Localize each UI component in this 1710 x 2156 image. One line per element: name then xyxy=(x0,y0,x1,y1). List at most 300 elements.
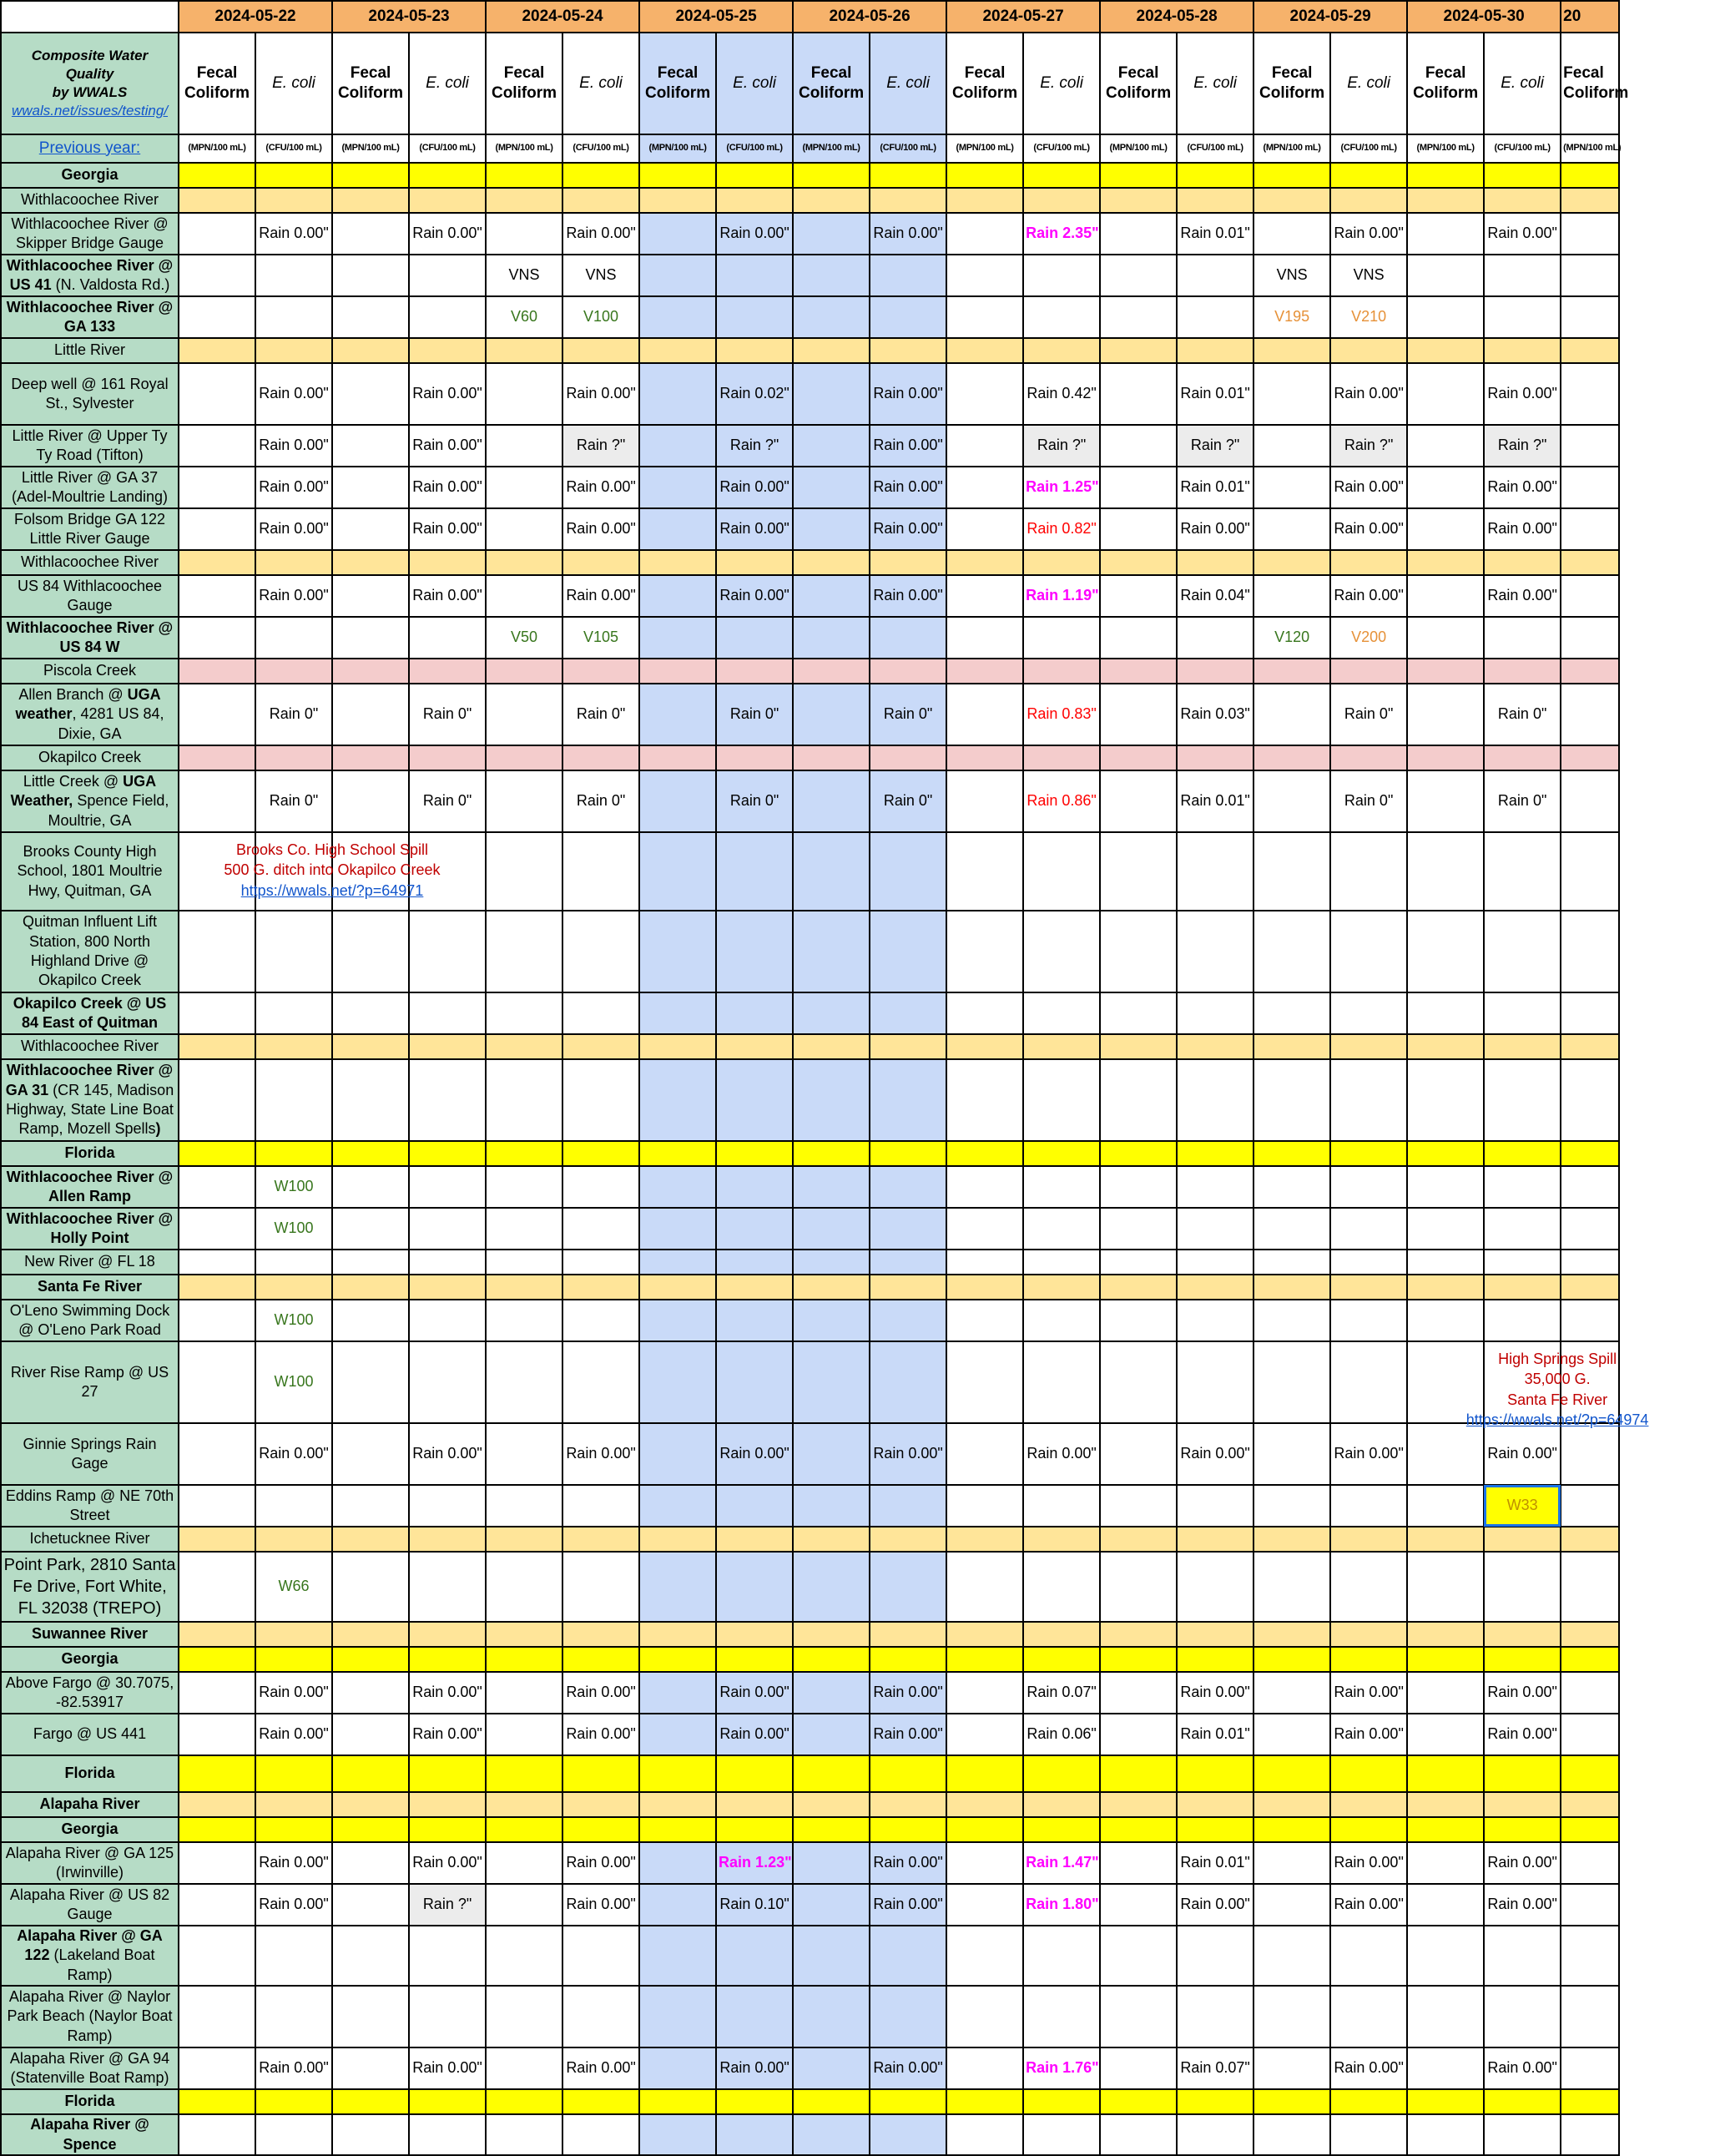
data-cell[interactable] xyxy=(562,617,639,659)
data-cell[interactable] xyxy=(486,163,562,188)
data-cell[interactable] xyxy=(409,1552,486,1622)
data-cell[interactable] xyxy=(716,2047,793,2089)
data-cell[interactable] xyxy=(1330,1527,1407,1552)
data-cell[interactable] xyxy=(1484,617,1561,659)
data-cell[interactable] xyxy=(409,1250,486,1275)
data-cell[interactable] xyxy=(562,363,639,425)
data-cell[interactable] xyxy=(332,425,409,467)
data-cell[interactable] xyxy=(1253,338,1330,363)
data-cell[interactable] xyxy=(1100,363,1177,425)
data-cell[interactable] xyxy=(486,1842,562,1884)
data-cell[interactable] xyxy=(332,1300,409,1341)
ecoli-header[interactable]: E. coli xyxy=(255,33,332,134)
data-cell[interactable] xyxy=(1023,425,1100,467)
fecal-coliform-header[interactable]: Fecal Coliform xyxy=(179,33,255,134)
data-cell[interactable] xyxy=(1330,1884,1407,1926)
data-cell[interactable] xyxy=(1407,992,1484,1034)
data-cell[interactable] xyxy=(332,1792,409,1817)
data-cell[interactable] xyxy=(716,1884,793,1926)
data-cell[interactable] xyxy=(793,1647,870,1672)
data-cell[interactable] xyxy=(179,550,255,575)
data-cell[interactable] xyxy=(1407,1275,1484,1300)
data-cell[interactable] xyxy=(332,296,409,338)
data-cell[interactable] xyxy=(1407,467,1484,508)
site-label[interactable] xyxy=(1,992,179,1034)
data-cell[interactable] xyxy=(1253,296,1330,338)
data-cell[interactable] xyxy=(332,617,409,659)
data-cell[interactable] xyxy=(486,617,562,659)
data-cell[interactable] xyxy=(870,1986,946,2047)
data-cell[interactable] xyxy=(562,745,639,770)
data-cell[interactable] xyxy=(870,338,946,363)
data-cell[interactable] xyxy=(486,1275,562,1300)
site-label[interactable] xyxy=(1,1423,179,1485)
data-cell[interactable] xyxy=(716,1552,793,1622)
data-cell[interactable] xyxy=(179,1059,255,1141)
site-label[interactable] xyxy=(1,467,179,508)
ecoli-header[interactable]: E. coli xyxy=(1177,33,1253,134)
data-cell[interactable] xyxy=(1407,1755,1484,1792)
data-cell[interactable] xyxy=(1177,1792,1253,1817)
data-cell[interactable] xyxy=(1330,1986,1407,2047)
data-cell[interactable] xyxy=(870,745,946,770)
data-cell[interactable] xyxy=(1407,1842,1484,1884)
data-cell[interactable] xyxy=(409,1792,486,1817)
data-cell[interactable] xyxy=(486,1647,562,1672)
data-cell[interactable] xyxy=(793,1300,870,1341)
data-cell[interactable] xyxy=(562,163,639,188)
data-cell[interactable] xyxy=(639,684,716,745)
data-cell[interactable] xyxy=(793,832,870,911)
data-cell[interactable] xyxy=(1407,508,1484,550)
data-cell[interactable] xyxy=(1484,1423,1561,1485)
data-cell[interactable] xyxy=(639,1250,716,1275)
data-cell[interactable] xyxy=(870,1485,946,1527)
data-cell[interactable] xyxy=(1023,1527,1100,1552)
data-cell[interactable] xyxy=(946,770,1023,832)
data-cell[interactable] xyxy=(1253,163,1330,188)
data-cell[interactable] xyxy=(1407,1059,1484,1141)
ecoli-header[interactable]: E. coli xyxy=(716,33,793,134)
data-cell[interactable] xyxy=(639,1485,716,1527)
data-cell[interactable] xyxy=(255,1059,332,1141)
data-cell[interactable] xyxy=(1484,1884,1561,1926)
data-cell[interactable] xyxy=(1561,1485,1619,1527)
data-cell[interactable] xyxy=(870,425,946,467)
data-cell[interactable] xyxy=(870,163,946,188)
data-cell[interactable] xyxy=(1561,659,1619,684)
corner-cell[interactable] xyxy=(1,1,179,33)
data-cell[interactable] xyxy=(179,1300,255,1341)
data-cell[interactable] xyxy=(1023,617,1100,659)
data-cell[interactable] xyxy=(1330,2047,1407,2089)
data-cell[interactable] xyxy=(409,363,486,425)
ecoli-header[interactable]: E. coli xyxy=(1330,33,1407,134)
data-cell[interactable] xyxy=(1177,163,1253,188)
data-cell[interactable] xyxy=(793,425,870,467)
data-cell[interactable] xyxy=(1484,1647,1561,1672)
data-cell[interactable] xyxy=(562,296,639,338)
data-cell[interactable] xyxy=(486,338,562,363)
data-cell[interactable] xyxy=(1023,163,1100,188)
previous-year-link[interactable]: Previous year: xyxy=(38,139,141,157)
data-cell[interactable] xyxy=(1253,1842,1330,1884)
data-cell[interactable] xyxy=(716,659,793,684)
data-cell[interactable] xyxy=(1023,659,1100,684)
data-cell[interactable] xyxy=(1023,1300,1100,1341)
site-label[interactable] xyxy=(1,1059,179,1141)
data-cell[interactable] xyxy=(1100,575,1177,617)
data-cell[interactable] xyxy=(179,1250,255,1275)
data-cell[interactable] xyxy=(1100,1884,1177,1926)
data-cell[interactable] xyxy=(1100,338,1177,363)
data-cell[interactable] xyxy=(255,575,332,617)
data-cell[interactable] xyxy=(946,1034,1023,1059)
data-cell[interactable] xyxy=(1561,1423,1619,1485)
data-cell[interactable] xyxy=(1407,1527,1484,1552)
site-label[interactable] xyxy=(1,255,179,296)
date-header[interactable]: 2024-05-28 xyxy=(1100,1,1253,33)
data-cell[interactable] xyxy=(1100,992,1177,1034)
data-cell[interactable] xyxy=(1023,1034,1100,1059)
data-cell[interactable] xyxy=(793,255,870,296)
data-cell[interactable] xyxy=(562,338,639,363)
data-cell[interactable] xyxy=(1407,575,1484,617)
data-cell[interactable] xyxy=(1407,1714,1484,1755)
data-cell[interactable] xyxy=(1407,1208,1484,1250)
data-cell[interactable] xyxy=(1484,1817,1561,1842)
data-cell[interactable] xyxy=(1023,508,1100,550)
data-cell[interactable] xyxy=(793,163,870,188)
data-cell[interactable] xyxy=(1253,1485,1330,1527)
data-cell[interactable] xyxy=(946,1275,1023,1300)
data-cell[interactable] xyxy=(1177,338,1253,363)
data-cell[interactable] xyxy=(562,2114,639,2155)
fecal-coliform-header[interactable]: Fecal Coliform xyxy=(1407,33,1484,134)
section-label[interactable] xyxy=(1,1755,179,1792)
data-cell[interactable] xyxy=(1177,2089,1253,2114)
data-cell[interactable] xyxy=(486,684,562,745)
data-cell[interactable] xyxy=(332,1926,409,1986)
data-cell[interactable] xyxy=(562,1250,639,1275)
data-cell[interactable] xyxy=(1330,1755,1407,1792)
data-cell[interactable] xyxy=(870,575,946,617)
data-cell[interactable] xyxy=(1407,1300,1484,1341)
data-cell[interactable] xyxy=(1253,1034,1330,1059)
data-cell[interactable] xyxy=(1253,1059,1330,1141)
data-cell[interactable] xyxy=(793,467,870,508)
data-cell[interactable] xyxy=(1253,1755,1330,1792)
data-cell[interactable] xyxy=(1177,1485,1253,1527)
data-cell[interactable] xyxy=(1100,1755,1177,1792)
data-cell[interactable] xyxy=(562,1714,639,1755)
data-cell[interactable] xyxy=(1253,1672,1330,1714)
data-cell[interactable] xyxy=(1253,188,1330,213)
data-cell[interactable] xyxy=(946,508,1023,550)
data-cell[interactable] xyxy=(946,911,1023,992)
data-cell[interactable] xyxy=(332,1166,409,1208)
data-cell[interactable] xyxy=(1253,508,1330,550)
data-cell[interactable] xyxy=(870,1817,946,1842)
data-cell[interactable] xyxy=(1561,2047,1619,2089)
data-cell[interactable] xyxy=(1177,1817,1253,1842)
data-cell[interactable] xyxy=(332,255,409,296)
data-cell[interactable] xyxy=(486,1926,562,1986)
data-cell[interactable] xyxy=(486,832,562,911)
data-cell[interactable] xyxy=(1100,1059,1177,1141)
data-cell[interactable] xyxy=(946,832,1023,911)
data-cell[interactable] xyxy=(332,363,409,425)
site-label[interactable] xyxy=(1,1166,179,1208)
data-cell[interactable] xyxy=(332,467,409,508)
data-cell[interactable] xyxy=(1484,188,1561,213)
data-cell[interactable] xyxy=(639,425,716,467)
data-cell[interactable] xyxy=(946,1622,1023,1647)
data-cell[interactable] xyxy=(562,213,639,255)
data-cell[interactable] xyxy=(1177,911,1253,992)
data-cell[interactable] xyxy=(793,550,870,575)
data-cell[interactable] xyxy=(1023,1622,1100,1647)
data-cell[interactable] xyxy=(562,1034,639,1059)
data-cell[interactable] xyxy=(716,363,793,425)
data-cell[interactable] xyxy=(716,255,793,296)
data-cell[interactable] xyxy=(639,1208,716,1250)
data-cell[interactable] xyxy=(716,992,793,1034)
data-cell[interactable] xyxy=(179,1341,255,1423)
data-cell[interactable] xyxy=(870,1672,946,1714)
data-cell[interactable] xyxy=(1177,213,1253,255)
data-cell[interactable] xyxy=(639,1647,716,1672)
data-cell[interactable] xyxy=(1484,2114,1561,2155)
data-cell[interactable] xyxy=(255,1527,332,1552)
data-cell[interactable] xyxy=(870,1926,946,1986)
data-cell[interactable] xyxy=(562,1275,639,1300)
data-cell[interactable] xyxy=(946,296,1023,338)
data-cell[interactable] xyxy=(1253,684,1330,745)
data-cell[interactable] xyxy=(1484,1552,1561,1622)
data-cell[interactable] xyxy=(179,1208,255,1250)
data-cell[interactable] xyxy=(639,1527,716,1552)
data-cell[interactable] xyxy=(793,338,870,363)
data-cell[interactable] xyxy=(1253,911,1330,992)
site-label[interactable] xyxy=(1,575,179,617)
data-cell[interactable] xyxy=(1330,1423,1407,1485)
data-cell[interactable] xyxy=(716,338,793,363)
data-cell[interactable] xyxy=(1330,425,1407,467)
data-cell[interactable] xyxy=(1330,832,1407,911)
data-cell[interactable] xyxy=(486,296,562,338)
data-cell[interactable] xyxy=(1407,1552,1484,1622)
data-cell[interactable] xyxy=(1484,550,1561,575)
data-cell[interactable] xyxy=(1253,1423,1330,1485)
data-cell[interactable] xyxy=(793,2114,870,2155)
site-label[interactable] xyxy=(1,1300,179,1341)
data-cell[interactable] xyxy=(179,1034,255,1059)
data-cell[interactable] xyxy=(1253,467,1330,508)
data-cell[interactable] xyxy=(179,2047,255,2089)
data-cell[interactable] xyxy=(1561,617,1619,659)
data-cell[interactable] xyxy=(486,1986,562,2047)
data-cell[interactable] xyxy=(946,1208,1023,1250)
data-cell[interactable] xyxy=(562,1141,639,1166)
data-cell[interactable] xyxy=(486,659,562,684)
data-cell[interactable] xyxy=(716,1714,793,1755)
data-cell[interactable] xyxy=(1253,1647,1330,1672)
data-cell[interactable] xyxy=(409,1926,486,1986)
data-cell[interactable] xyxy=(1407,213,1484,255)
data-cell[interactable] xyxy=(870,617,946,659)
data-cell[interactable] xyxy=(1100,770,1177,832)
site-label[interactable] xyxy=(1,1714,179,1755)
data-cell[interactable] xyxy=(793,1423,870,1485)
data-cell[interactable] xyxy=(946,1485,1023,1527)
data-cell[interactable] xyxy=(1100,1275,1177,1300)
data-cell[interactable] xyxy=(716,163,793,188)
data-cell[interactable] xyxy=(793,992,870,1034)
data-cell[interactable] xyxy=(1177,575,1253,617)
data-cell[interactable] xyxy=(946,617,1023,659)
data-cell[interactable] xyxy=(1407,1141,1484,1166)
site-label[interactable] xyxy=(1,1552,179,1622)
data-cell[interactable] xyxy=(1023,1141,1100,1166)
data-cell[interactable] xyxy=(793,1341,870,1423)
data-cell[interactable] xyxy=(409,684,486,745)
data-cell[interactable] xyxy=(1330,1842,1407,1884)
data-cell[interactable] xyxy=(255,163,332,188)
data-cell[interactable] xyxy=(1407,684,1484,745)
data-cell[interactable] xyxy=(562,911,639,992)
data-cell[interactable] xyxy=(639,1341,716,1423)
data-cell[interactable] xyxy=(1177,745,1253,770)
data-cell[interactable] xyxy=(1253,1926,1330,1986)
data-cell[interactable] xyxy=(639,1166,716,1208)
data-cell[interactable] xyxy=(179,575,255,617)
data-cell[interactable] xyxy=(332,163,409,188)
data-cell[interactable] xyxy=(946,1884,1023,1926)
data-cell[interactable] xyxy=(409,770,486,832)
data-cell[interactable] xyxy=(716,575,793,617)
data-cell[interactable] xyxy=(1561,296,1619,338)
data-cell[interactable] xyxy=(639,508,716,550)
data-cell[interactable] xyxy=(1253,575,1330,617)
data-cell[interactable] xyxy=(179,1647,255,1672)
site-label[interactable] xyxy=(1,1341,179,1423)
data-cell[interactable] xyxy=(639,832,716,911)
data-cell[interactable] xyxy=(1023,1817,1100,1842)
data-cell[interactable] xyxy=(486,213,562,255)
data-cell[interactable] xyxy=(486,1527,562,1552)
data-cell[interactable] xyxy=(639,1300,716,1341)
data-cell[interactable] xyxy=(1561,425,1619,467)
data-cell[interactable] xyxy=(1330,1485,1407,1527)
data-cell[interactable] xyxy=(1177,832,1253,911)
data-cell[interactable] xyxy=(332,1755,409,1792)
data-cell[interactable] xyxy=(179,1672,255,1714)
data-cell[interactable] xyxy=(1330,508,1407,550)
data-cell[interactable] xyxy=(1561,1842,1619,1884)
data-cell[interactable] xyxy=(1407,1986,1484,2047)
data-cell[interactable] xyxy=(1407,1622,1484,1647)
data-cell[interactable] xyxy=(255,770,332,832)
data-cell[interactable] xyxy=(562,1672,639,1714)
data-cell[interactable] xyxy=(1561,1622,1619,1647)
data-cell[interactable] xyxy=(1177,1755,1253,1792)
data-cell[interactable] xyxy=(179,1926,255,1986)
data-cell[interactable] xyxy=(639,296,716,338)
data-cell[interactable] xyxy=(1465,1341,1649,1428)
data-cell[interactable] xyxy=(562,1059,639,1141)
data-cell[interactable] xyxy=(1330,1552,1407,1622)
data-cell[interactable] xyxy=(486,1166,562,1208)
data-cell[interactable] xyxy=(639,1141,716,1166)
site-label[interactable] xyxy=(1,1250,179,1275)
date-header[interactable]: 2024-05-24 xyxy=(486,1,639,33)
data-cell[interactable] xyxy=(1100,1034,1177,1059)
data-cell[interactable] xyxy=(486,1141,562,1166)
data-cell[interactable] xyxy=(179,832,441,911)
data-cell[interactable] xyxy=(716,467,793,508)
data-cell[interactable] xyxy=(1484,1792,1561,1817)
site-label[interactable] xyxy=(1,1672,179,1714)
data-cell[interactable] xyxy=(1100,1672,1177,1714)
date-header[interactable]: 2024-05-27 xyxy=(946,1,1100,33)
data-cell[interactable] xyxy=(639,1817,716,1842)
data-cell[interactable] xyxy=(1407,832,1484,911)
data-cell[interactable] xyxy=(1407,163,1484,188)
data-cell[interactable] xyxy=(1100,1926,1177,1986)
site-label[interactable] xyxy=(1,911,179,992)
data-cell[interactable] xyxy=(870,659,946,684)
data-cell[interactable] xyxy=(409,467,486,508)
data-cell[interactable] xyxy=(1253,770,1330,832)
data-cell[interactable] xyxy=(409,1714,486,1755)
data-cell[interactable] xyxy=(870,1208,946,1250)
data-cell[interactable] xyxy=(793,1552,870,1622)
data-cell[interactable] xyxy=(1177,425,1253,467)
data-cell[interactable] xyxy=(946,550,1023,575)
data-cell[interactable] xyxy=(486,2114,562,2155)
data-cell[interactable] xyxy=(1023,1755,1100,1792)
fecal-coliform-header[interactable]: Fecal Coliform xyxy=(793,33,870,134)
data-cell[interactable] xyxy=(1023,832,1100,911)
data-cell[interactable] xyxy=(1484,1672,1561,1714)
data-cell[interactable] xyxy=(1561,1884,1619,1926)
data-cell[interactable] xyxy=(1100,425,1177,467)
data-cell[interactable] xyxy=(409,1527,486,1552)
data-cell[interactable] xyxy=(1253,550,1330,575)
data-cell[interactable] xyxy=(1561,1552,1619,1622)
data-cell[interactable] xyxy=(946,1300,1023,1341)
data-cell[interactable] xyxy=(793,1208,870,1250)
data-cell[interactable] xyxy=(332,1842,409,1884)
data-cell[interactable] xyxy=(1330,1059,1407,1141)
fecal-coliform-header[interactable]: Fecal Coliform xyxy=(332,33,409,134)
data-cell[interactable] xyxy=(1253,832,1330,911)
date-header[interactable]: 2024-05-23 xyxy=(332,1,486,33)
data-cell[interactable] xyxy=(562,1527,639,1552)
data-cell[interactable] xyxy=(1177,659,1253,684)
data-cell[interactable] xyxy=(946,575,1023,617)
data-cell[interactable] xyxy=(486,1755,562,1792)
data-cell[interactable] xyxy=(409,1884,486,1926)
data-cell[interactable] xyxy=(1023,1884,1100,1926)
data-cell[interactable] xyxy=(332,1986,409,2047)
data-cell[interactable] xyxy=(1330,1817,1407,1842)
data-cell[interactable] xyxy=(1023,770,1100,832)
data-cell[interactable] xyxy=(562,1884,639,1926)
data-cell[interactable] xyxy=(1561,992,1619,1034)
data-cell[interactable] xyxy=(1100,188,1177,213)
